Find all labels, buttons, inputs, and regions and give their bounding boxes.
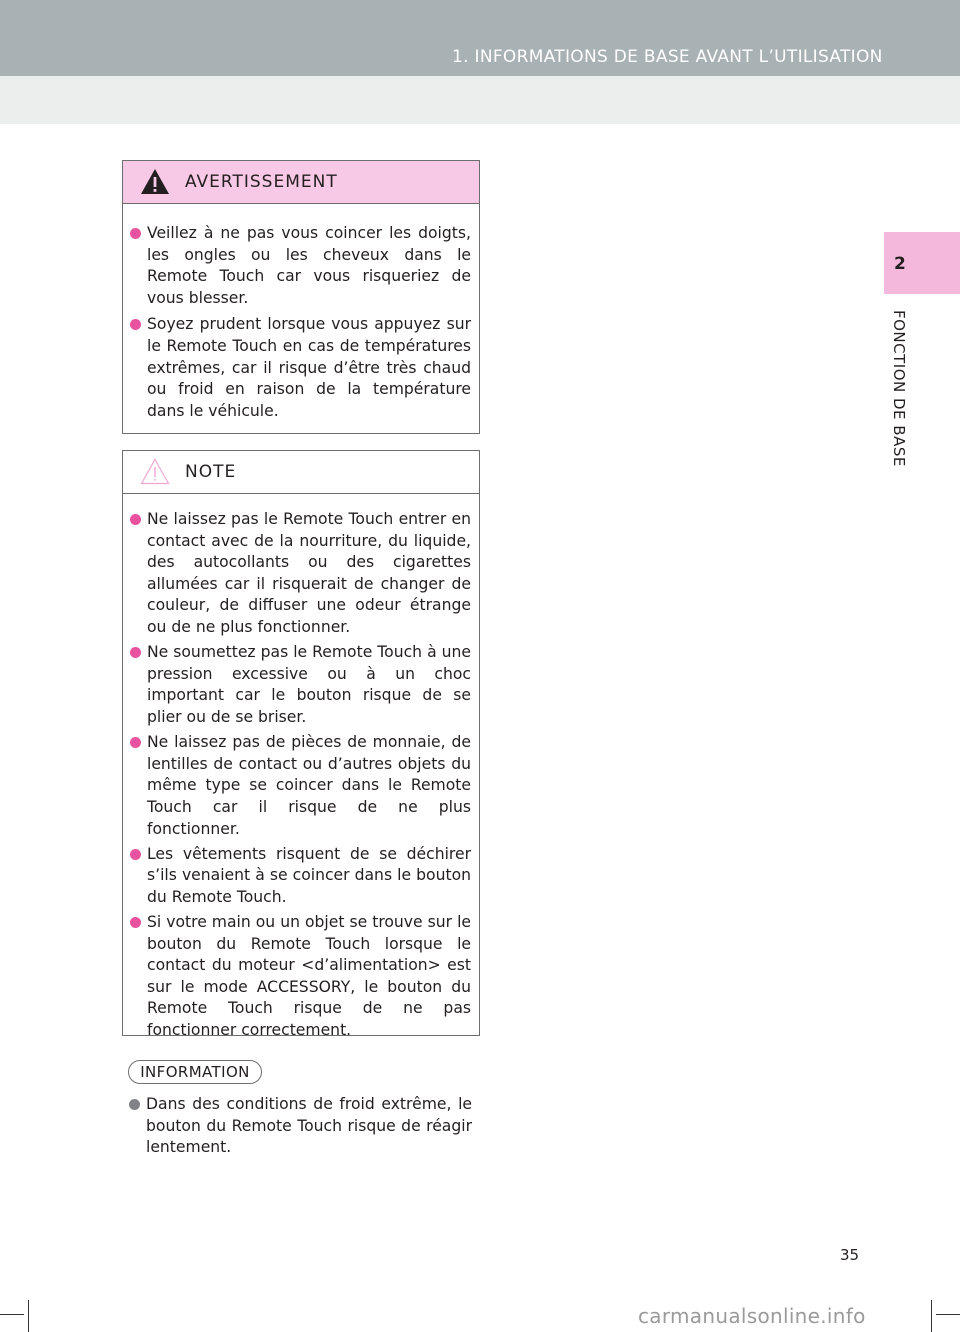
information-badge: INFORMATION — [128, 1060, 262, 1084]
list-item-text: Soyez prudent lorsque vous appuyez sur le Remote Touch en cas de températures extrêmes, car il risque d’être très chaud ou froid en raison de la température dans le véhicule. — [147, 315, 471, 420]
list-item-text: Dans des conditions de froid extrême, le bouton du Remote Touch risque de réagir lentement. — [146, 1095, 472, 1157]
warning-title: AVERTISSEMENT — [185, 172, 338, 192]
page-number: 35 — [840, 1246, 860, 1264]
caution-triangle-outline-icon — [140, 458, 170, 485]
list-item — [123, 844, 471, 909]
list-item — [123, 314, 471, 422]
warning-header — [123, 161, 479, 204]
list-item-text: Veillez à ne pas vous coincer les doigts, les ongles ou les cheveux dans le Remote Touch car vous risqueriez de vous blesser. — [147, 224, 471, 307]
list-item-text: Ne laissez pas de pièces de monnaie, de lentilles de contact ou d’autres objets du même type se coincer dans le Remote Touch car il risque de ne plus fonctionner. — [147, 733, 471, 838]
warning-triangle-icon — [140, 168, 170, 195]
note-box — [122, 450, 480, 1040]
list-item — [123, 223, 471, 309]
bullet-dot-icon — [129, 1099, 140, 1110]
bullet-dot-icon — [130, 228, 141, 239]
section-title: 1. INFORMATIONS DE BASE AVANT L’UTILISATION — [452, 47, 883, 67]
bullet-dot-icon — [130, 849, 141, 860]
list-item-text: Les vêtements risquent de se déchirer s’ils venaient à se coincer dans le bouton du Remote Touch. — [147, 844, 471, 906]
note-title: NOTE — [185, 462, 237, 482]
list-item-text: Ne laissez pas le Remote Touch entrer en contact avec de la nourriture, du liquide, des autocollants ou des cigarettes allumées car il risquerait de changer de couleur, de diffuser une odeur étrange ou de ne plus fonctionner. — [147, 510, 471, 636]
note-list — [123, 509, 479, 1042]
list-item-text: Si votre main ou un objet se trouve sur le bouton du Remote Touch lorsque le contact du moteur <d’alimentation> est sur le mode ACCESSORY, le bouton du Remote Touch risque de ne pas fonctionner correctement. — [147, 913, 471, 1040]
header-band — [0, 76, 960, 124]
list-item-text: Ne soumettez pas le Remote Touch à une pression excessive ou à un choc important car le bouton risque de se plier ou de se briser. — [147, 643, 471, 726]
bullet-dot-icon — [130, 647, 141, 658]
note-header — [123, 451, 479, 494]
crop-mark — [0, 1314, 24, 1315]
chapter-label: FONCTION DE BASE — [890, 310, 908, 467]
list-item — [123, 509, 471, 639]
warning-box — [122, 160, 480, 434]
bullet-dot-icon — [130, 737, 141, 748]
crop-mark — [931, 1300, 932, 1332]
chapter-number: 2 — [894, 254, 906, 274]
list-item — [123, 732, 471, 840]
information-list — [122, 1094, 480, 1159]
list-item — [123, 912, 471, 1042]
list-item — [123, 642, 471, 728]
watermark: carmanualsonline.info — [638, 1304, 866, 1328]
header-bar — [0, 0, 960, 76]
crop-mark — [936, 1314, 960, 1315]
crop-mark — [28, 1300, 29, 1332]
bullet-dot-icon — [130, 917, 141, 928]
bullet-dot-icon — [130, 514, 141, 525]
list-item — [122, 1094, 480, 1159]
bullet-dot-icon — [130, 319, 141, 330]
warning-list — [123, 223, 479, 422]
